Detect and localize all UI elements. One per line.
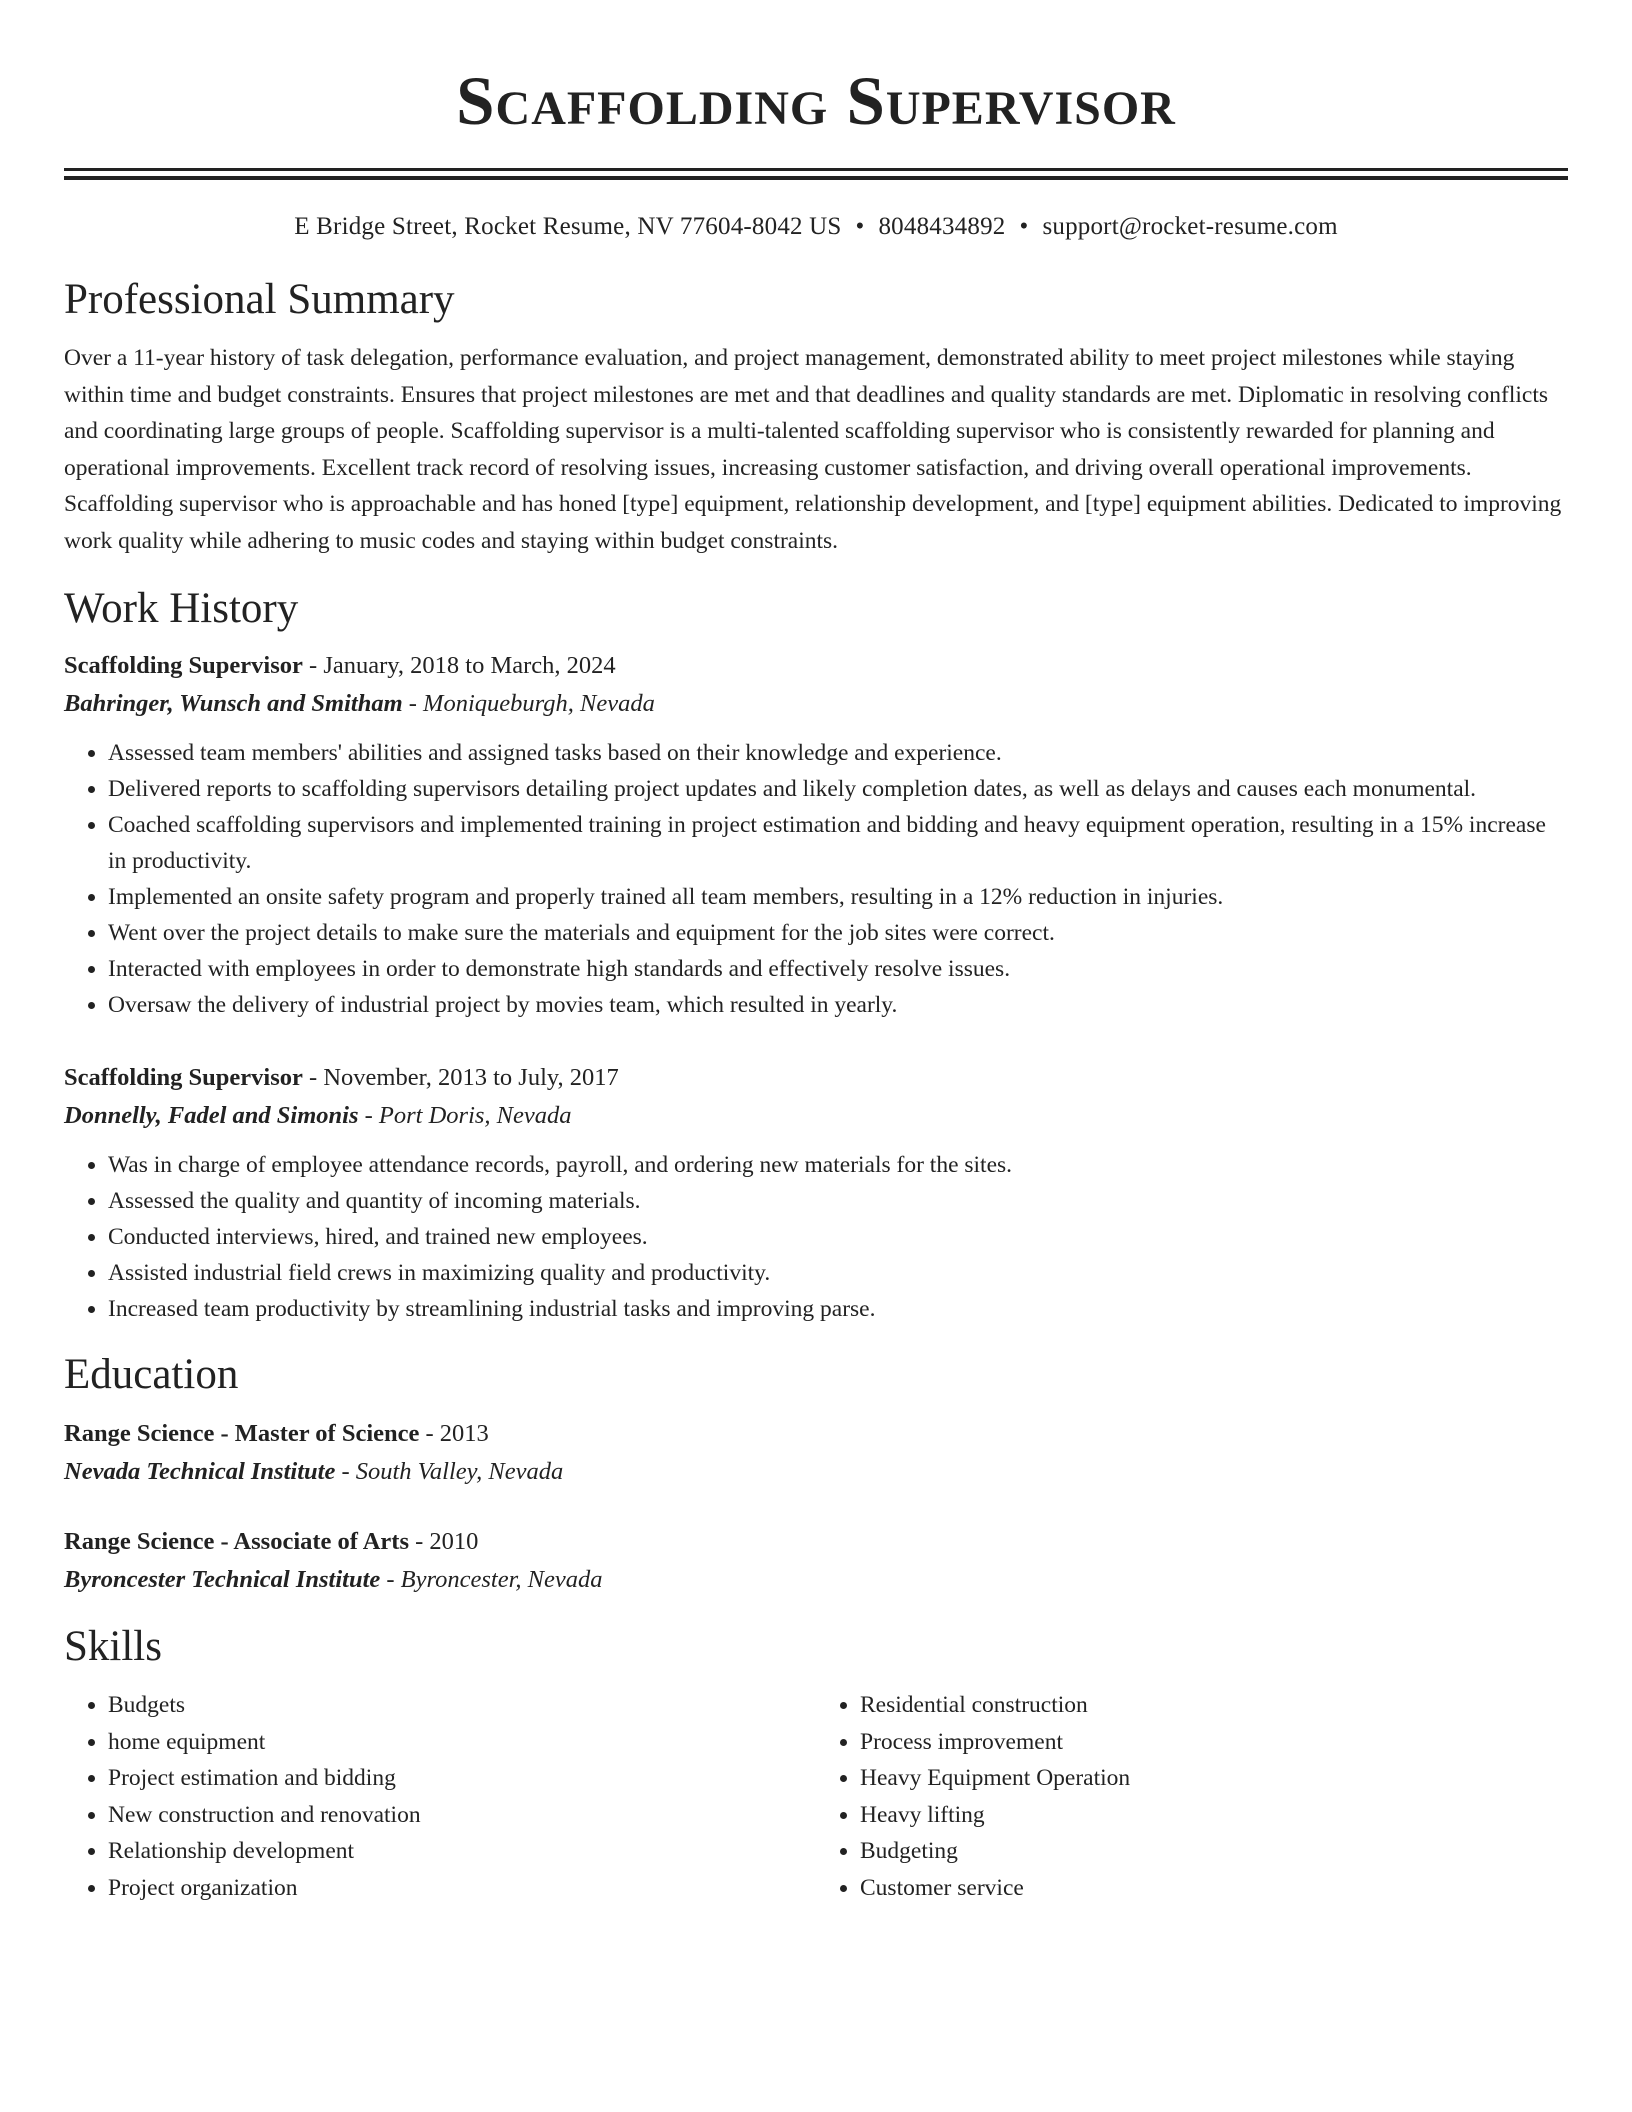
job-title-line [64,647,1568,685]
education-school-line [64,1453,1568,1491]
education-school-line [64,1561,1568,1599]
job-bullet: • Coached scaffolding supervisors and implemented training in project estimation and bidding and heavy equipment operation, resulting in a 15% increase in productivity. [108,807,1568,879]
education-location: - Byroncester, Nevada [380,1566,603,1593]
job-bullet: • Delivered reports to scaffolding supervisors detailing project updates and likely completion dates, as well as delays and causes each monumental. [108,771,1568,807]
skill-item: • Budgets [108,1687,816,1724]
skill-item: • Heavy Equipment Operation [860,1760,1568,1797]
skills-column-right [816,1687,1568,1906]
contact-line [64,210,1568,244]
job-bullet: • Implemented an onsite safety program and properly trained all team members, resulting in a 12% reduction in injuries. [108,879,1568,915]
job-entry [64,1059,1568,1327]
skill-item: • Budgeting [860,1833,1568,1870]
education-year: - 2013 [419,1420,489,1447]
job-company: Bahringer, Wunsch and Smitham [64,690,403,717]
education-entry [64,1523,1568,1599]
job-bullet: • Was in charge of employee attendance records, payroll, and ordering new materials for the sites. [108,1147,1568,1183]
section-title-work-history: Work History [64,585,299,632]
job-role: Scaffolding Supervisor [64,1064,303,1091]
job-bullets [64,735,1568,1023]
job-company: Donnelly, Fadel and Simonis [64,1102,359,1129]
education-year: - 2010 [408,1528,479,1555]
skill-item: • Customer service [860,1870,1568,1907]
contact-separator: • [855,213,865,240]
education-school: Nevada Technical Institute [64,1458,336,1485]
job-bullet: • Oversaw the delivery of industrial project by movies team, which resulted in yearly. [108,987,1568,1023]
skill-item: • Project organization [108,1870,816,1907]
education-degree-line [64,1523,1568,1561]
job-bullet: • Conducted interviews, hired, and trained new employees. [108,1219,1568,1255]
job-bullet: • Increased team productivity by streamlining industrial tasks and improving parse. [108,1291,1568,1327]
skills-grid [64,1687,1568,1906]
education-degree: Range Science - Associate of Arts [64,1528,409,1555]
job-dates: - January, 2018 to March, 2024 [302,652,616,679]
job-bullet: • Assisted industrial field crews in maximizing quality and productivity. [108,1255,1568,1291]
job-bullet: • Assessed the quality and quantity of incoming materials. [108,1183,1568,1219]
job-location: - Port Doris, Nevada [358,1102,572,1129]
job-title-line [64,1059,1568,1097]
skill-item: • Residential construction [860,1687,1568,1724]
contact-email: support@rocket-resume.com [1042,213,1338,240]
contact-phone: 8048434892 [878,213,1006,240]
resume-name: Scaffolding Supervisor [456,63,1176,139]
job-bullet: • Interacted with employees in order to demonstrate high standards and effectively resolve issues. [108,951,1568,987]
header-double-rule [64,168,1568,180]
education-entry [64,1415,1568,1491]
job-bullets [64,1147,1568,1327]
education-degree: Range Science - Master of Science [64,1420,420,1447]
skill-item: • Process improvement [860,1724,1568,1761]
job-dates: - November, 2013 to July, 2017 [302,1064,619,1091]
skill-item: • Relationship development [108,1833,816,1870]
education-school: Byroncester Technical Institute [64,1566,381,1593]
section-title-education: Education [64,1351,239,1398]
contact-address: E Bridge Street, Rocket Resume, NV 77604-8042 US [294,213,842,240]
education-location: - South Valley, Nevada [335,1458,564,1485]
job-role: Scaffolding Supervisor [64,652,303,679]
skills-column-left [64,1687,816,1906]
skill-item: • home equipment [108,1724,816,1761]
job-company-line [64,1097,1568,1135]
skill-item: • New construction and renovation [108,1797,816,1834]
job-entry [64,647,1568,1023]
contact-separator: • [1019,213,1029,240]
job-location: - Moniqueburgh, Nevada [402,690,655,717]
section-title-summary: Professional Summary [64,276,455,323]
job-bullet: • Went over the project details to make sure the materials and equipment for the job sites were correct. [108,915,1568,951]
skill-item: • Heavy lifting [860,1797,1568,1834]
summary-text: Over a 11-year history of task delegation, performance evaluation, and project management, demonstrated ability to meet project milestones while staying within time and budget constraints. Ensures that project milestones are met and that deadlines and quality standards are met. Diplomatic in resolving conflicts and coordinating large groups of people. Scaffolding supervisor is a multi-talented scaffolding supervisor who is consistently rewarded for planning and operational improvements. Excellent track record of resolving issues, increasing customer satisfaction, and driving overall operational improvements. Scaffolding supervisor who is approachable and has honed [type] equipment, relationship development, and [type] equipment abilities. Dedicated to improving work quality while adhering to music codes and staying within budget constraints. [64,345,1562,554]
job-company-line [64,685,1568,723]
section-title-skills: Skills [64,1623,162,1670]
education-degree-line [64,1415,1568,1453]
job-bullet: • Assessed team members' abilities and assigned tasks based on their knowledge and experience. [108,735,1568,771]
skill-item: • Project estimation and bidding [108,1760,816,1797]
